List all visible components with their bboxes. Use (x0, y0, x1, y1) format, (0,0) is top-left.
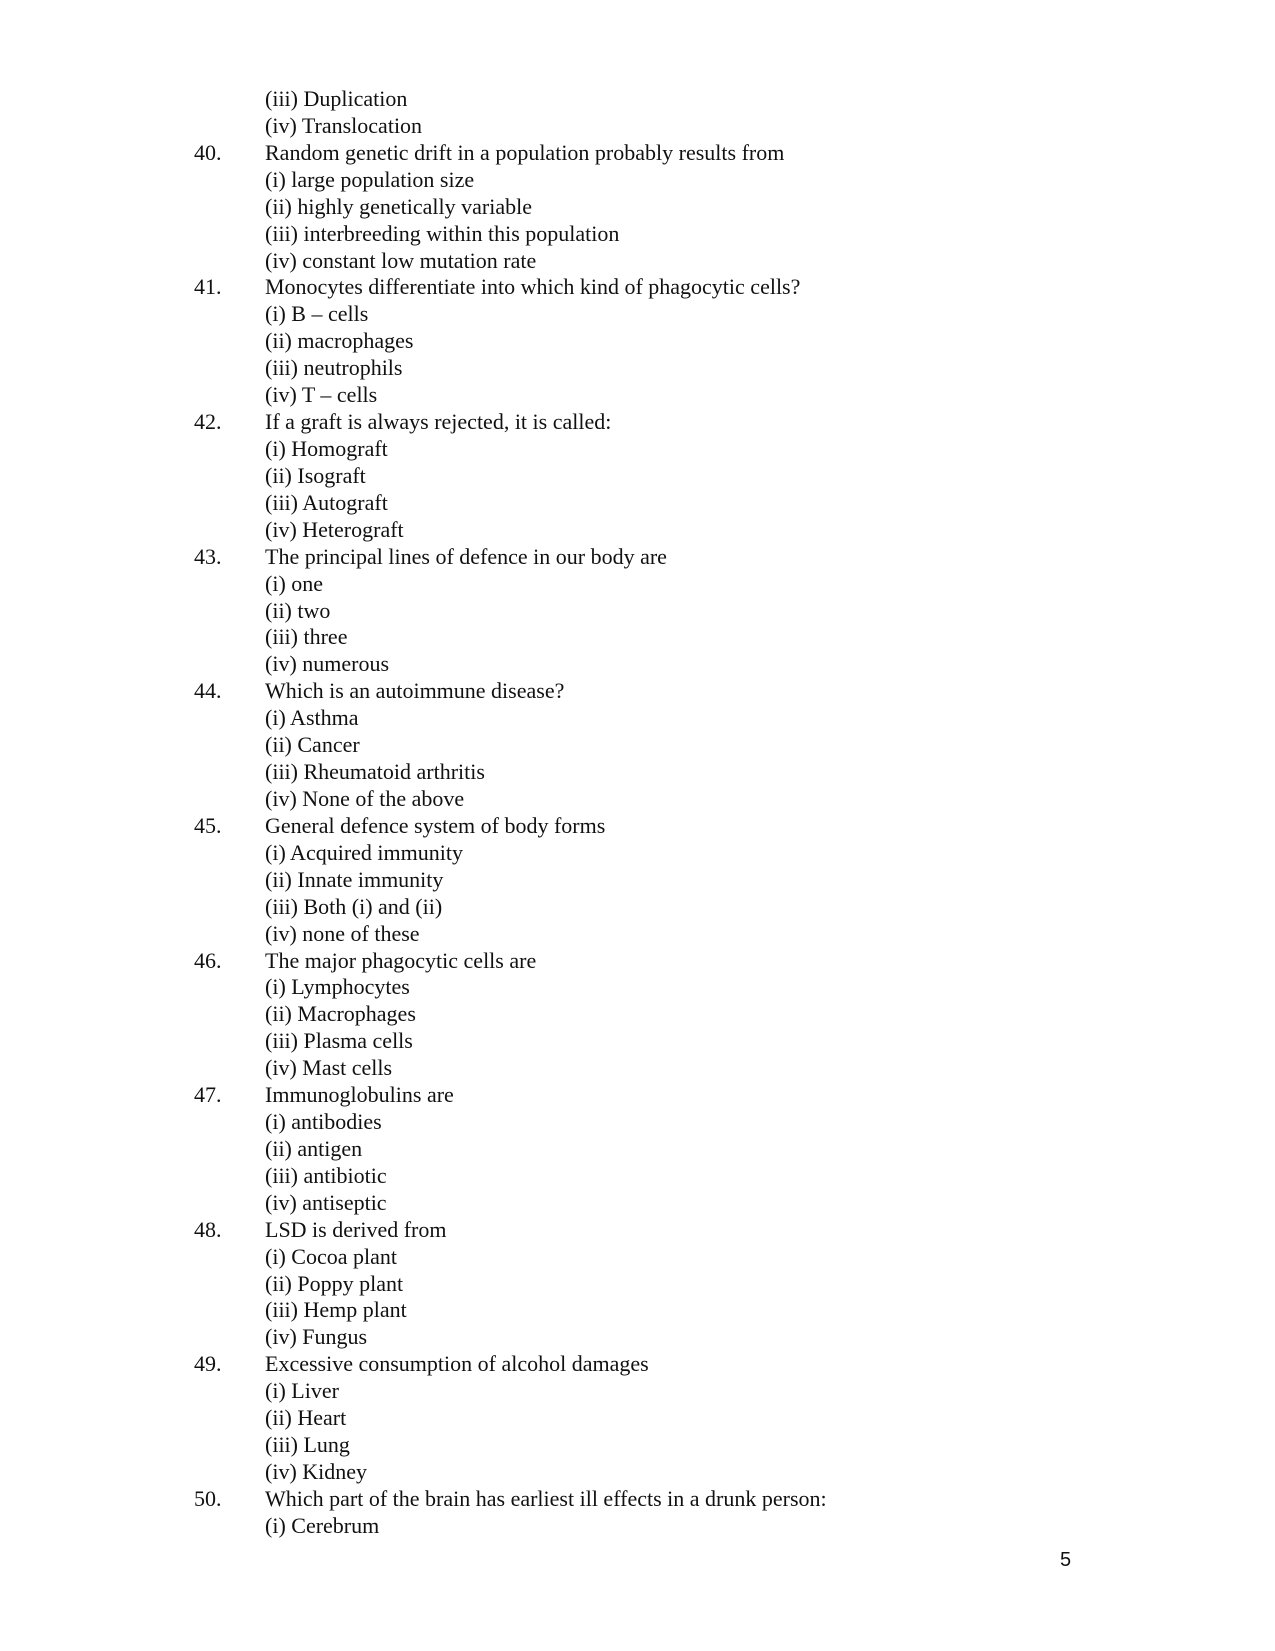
option-text: (i) B – cells (265, 301, 369, 327)
question-text: The major phagocytic cells are (265, 947, 537, 973)
option-line (0, 894, 1275, 921)
question-number: 40. (194, 139, 222, 165)
option-line (0, 598, 1275, 625)
question-49 (0, 1351, 1275, 1378)
option-line (0, 167, 1275, 194)
option-text: (i) Asthma (265, 705, 359, 731)
option-text: (i) Cerebrum (265, 1512, 380, 1538)
option-text: (iii) Lung (265, 1432, 350, 1458)
option-line (0, 248, 1275, 275)
option-line (0, 490, 1275, 517)
option-text: (iii) neutrophils (265, 355, 403, 381)
question-50 (0, 1486, 1275, 1513)
option-line (0, 1378, 1275, 1405)
question-text: Monocytes differentiate into which kind of phagocytic cells? (265, 274, 801, 300)
option-line (0, 1001, 1275, 1028)
option-text: (iii) interbreeding within this population (265, 220, 620, 246)
option-text: (ii) Innate immunity (265, 866, 444, 892)
option-text: (iii) Plasma cells (265, 1028, 413, 1054)
option-line (0, 382, 1275, 409)
option-line (0, 624, 1275, 651)
question-40 (0, 140, 1275, 167)
option-text: (iv) None of the above (265, 785, 465, 811)
option-text: (ii) two (265, 597, 331, 623)
option-text: (ii) macrophages (265, 328, 414, 354)
option-text: (iv) Kidney (265, 1459, 368, 1485)
option-text: (i) antibodies (265, 1109, 382, 1135)
option-text: (iii) Autograft (265, 489, 388, 515)
question-number: 44. (194, 678, 222, 704)
option-line (0, 1109, 1275, 1136)
question-text: Excessive consumption of alcohol damages (265, 1351, 649, 1377)
continued-option-line (0, 86, 1275, 113)
option-text: (i) large population size (265, 166, 475, 192)
option-line (0, 921, 1275, 948)
option-text: (i) Cocoa plant (265, 1243, 397, 1269)
question-45 (0, 813, 1275, 840)
option-line (0, 1459, 1275, 1486)
option-text: (iv) numerous (265, 651, 390, 677)
option-line (0, 840, 1275, 867)
continued-option-line (0, 113, 1275, 140)
option-text: (iii) Both (i) and (ii) (265, 893, 443, 919)
option-line (0, 759, 1275, 786)
question-list (0, 86, 1275, 1540)
option-text: (ii) Cancer (265, 732, 360, 758)
option-text: (iv) antiseptic (265, 1189, 387, 1215)
option-text: (ii) highly genetically variable (265, 193, 532, 219)
option-line (0, 221, 1275, 248)
option-line (0, 1513, 1275, 1540)
question-number: 42. (194, 409, 222, 435)
question-text: If a graft is always rejected, it is called: (265, 409, 612, 435)
option-line (0, 1136, 1275, 1163)
question-43 (0, 544, 1275, 571)
question-46 (0, 948, 1275, 975)
option-text: (iv) Fungus (265, 1324, 368, 1350)
question-text: Which part of the brain has earliest ill effects in a drunk person: (265, 1485, 827, 1511)
option-text: (iv) Heterograft (265, 516, 404, 542)
option-line (0, 786, 1275, 813)
option-text: (iii) Duplication (265, 86, 408, 111)
option-line (0, 867, 1275, 894)
question-text: Random genetic drift in a population probably results from (265, 139, 785, 165)
option-text: (iii) Hemp plant (265, 1297, 407, 1323)
option-line (0, 1297, 1275, 1324)
option-line (0, 517, 1275, 544)
option-text: (ii) Isograft (265, 462, 366, 488)
question-text: Immunoglobulins are (265, 1082, 454, 1108)
option-line (0, 1028, 1275, 1055)
option-line (0, 732, 1275, 759)
option-text: (i) Homograft (265, 435, 388, 461)
option-line (0, 1324, 1275, 1351)
option-text: (iv) T – cells (265, 382, 378, 408)
option-line (0, 1405, 1275, 1432)
option-text: (ii) Heart (265, 1405, 347, 1431)
option-line (0, 1055, 1275, 1082)
option-line (0, 1271, 1275, 1298)
option-text: (iv) Mast cells (265, 1055, 393, 1081)
question-text: General defence system of body forms (265, 812, 606, 838)
question-number: 45. (194, 812, 222, 838)
question-text: LSD is derived from (265, 1216, 447, 1242)
option-line (0, 651, 1275, 678)
option-line (0, 301, 1275, 328)
option-text: (ii) antigen (265, 1135, 363, 1161)
option-text: (iii) antibiotic (265, 1162, 387, 1188)
question-number: 48. (194, 1216, 222, 1242)
option-text: (iii) three (265, 624, 348, 650)
option-line (0, 705, 1275, 732)
option-line (0, 1190, 1275, 1217)
option-line (0, 1244, 1275, 1271)
question-number: 43. (194, 543, 222, 569)
option-text: (iv) Translocation (265, 112, 423, 138)
option-text: (i) Lymphocytes (265, 974, 410, 1000)
option-text: (i) Acquired immunity (265, 839, 463, 865)
option-line (0, 194, 1275, 221)
question-44 (0, 678, 1275, 705)
question-47 (0, 1082, 1275, 1109)
page-number: 5 (1060, 1549, 1072, 1571)
option-text: (iv) none of these (265, 920, 420, 946)
option-line (0, 463, 1275, 490)
question-number: 49. (194, 1351, 222, 1377)
question-text: The principal lines of defence in our body are (265, 543, 667, 569)
option-text: (ii) Macrophages (265, 1001, 416, 1027)
question-number: 46. (194, 947, 222, 973)
option-line (0, 328, 1275, 355)
question-number: 41. (194, 274, 222, 300)
question-42 (0, 409, 1275, 436)
question-number: 47. (194, 1082, 222, 1108)
question-text: Which is an autoimmune disease? (265, 678, 565, 704)
option-text: (ii) Poppy plant (265, 1270, 404, 1296)
option-text: (iv) constant low mutation rate (265, 247, 537, 273)
question-48 (0, 1217, 1275, 1244)
option-line (0, 571, 1275, 598)
option-line (0, 436, 1275, 463)
option-line (0, 355, 1275, 382)
option-line (0, 1163, 1275, 1190)
option-text: (i) Liver (265, 1378, 339, 1404)
option-text: (iii) Rheumatoid arthritis (265, 759, 485, 785)
question-number: 50. (194, 1485, 222, 1511)
question-41 (0, 274, 1275, 301)
option-text: (i) one (265, 570, 324, 596)
option-line (0, 1432, 1275, 1459)
option-line (0, 974, 1275, 1001)
